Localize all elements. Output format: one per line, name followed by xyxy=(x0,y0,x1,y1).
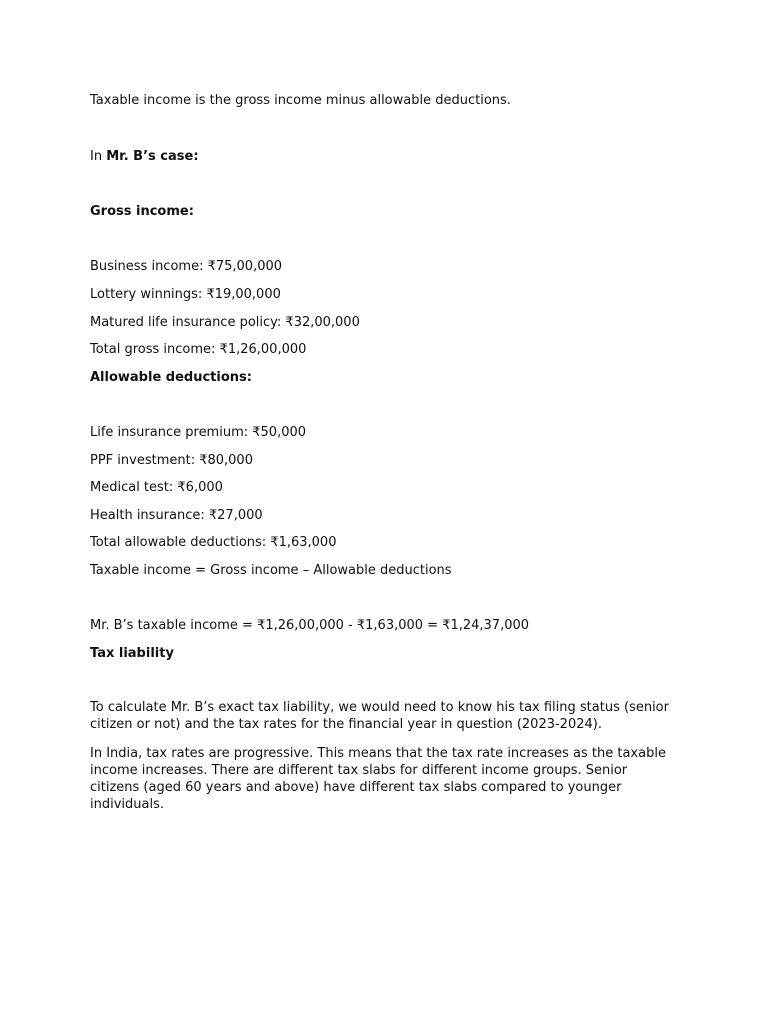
gross-income-total: Total gross income: ₹1,26,00,000 xyxy=(90,342,307,357)
deduction-item: Health insurance: ₹27,000 xyxy=(90,508,263,523)
case-line xyxy=(90,148,199,165)
tax-rates-paragraph: In India, tax rates are progressive. This means that the tax rate increases as the taxable income increases. There are different tax slabs for different income groups. Senior citizens (aged 60 years and above) have different tax slabs compared to younger individuals. xyxy=(90,746,666,812)
tax-liability-paragraph: To calculate Mr. B’s exact tax liability, we would need to know his tax filing status (senior citizen or not) and the tax rates for the financial year in question (2023-2024). xyxy=(90,700,669,732)
case-prefix: In xyxy=(90,149,107,164)
deductions-heading: Allowable deductions: xyxy=(90,370,252,385)
deduction-item: PPF investment: ₹80,000 xyxy=(90,453,253,468)
taxable-income-calculation: Mr. B’s taxable income = ₹1,26,00,000 - ₹1,63,000 = ₹1,24,37,000 xyxy=(90,618,530,633)
deductions-total: Total allowable deductions: ₹1,63,000 xyxy=(90,535,337,550)
taxable-income-formula: Taxable income = Gross income – Allowable deductions xyxy=(90,563,452,578)
case-bold-text: Mr. B’s case: xyxy=(106,149,199,164)
tax-liability-heading: Tax liability xyxy=(90,646,174,661)
gross-income-item: Business income: ₹75,00,000 xyxy=(90,259,283,274)
intro-text: Taxable income is the gross income minus allowable deductions. xyxy=(90,93,511,108)
deduction-item: Life insurance premium: ₹50,000 xyxy=(90,425,307,440)
gross-income-item: Matured life insurance policy: ₹32,00,000 xyxy=(90,315,360,330)
gross-income-heading: Gross income: xyxy=(90,204,194,219)
gross-income-item: Lottery winnings: ₹19,00,000 xyxy=(90,287,281,302)
deduction-item: Medical test: ₹6,000 xyxy=(90,480,223,495)
